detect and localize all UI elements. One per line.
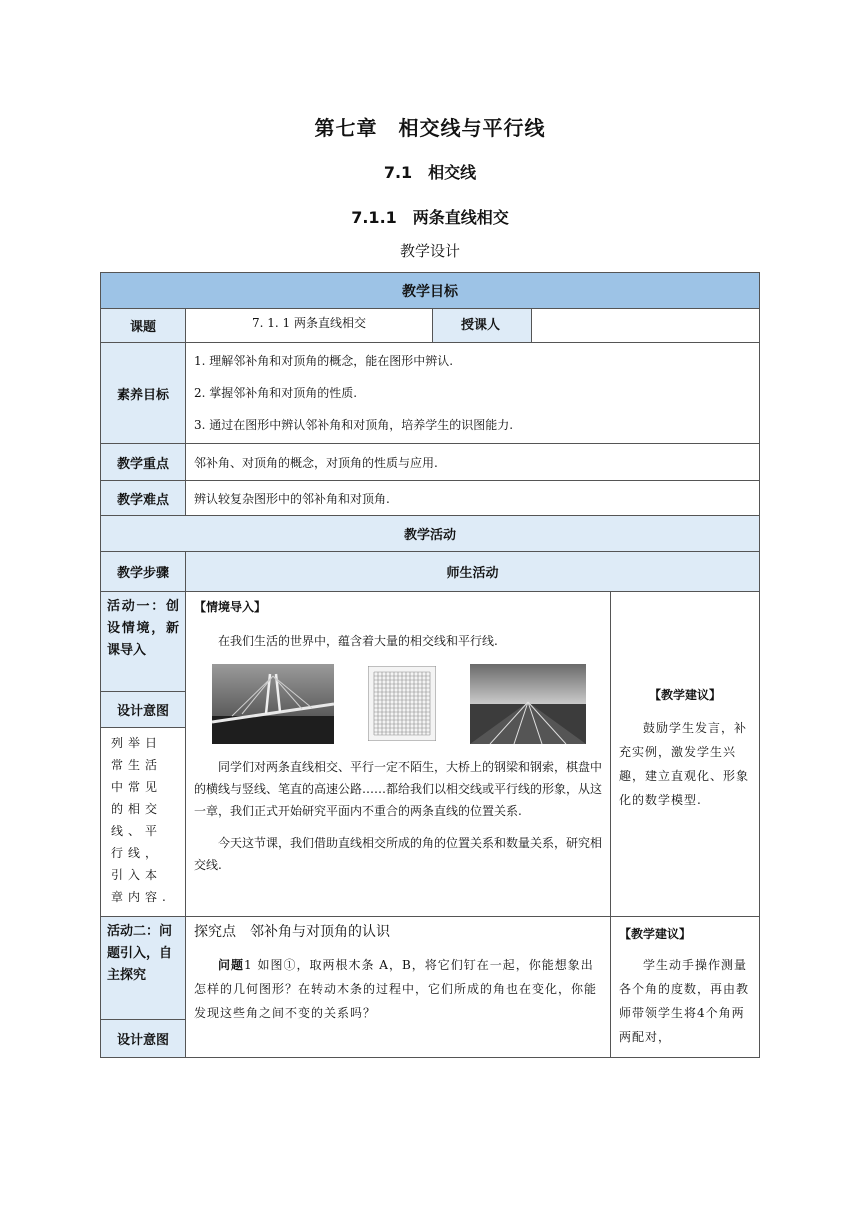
doc-title: 教学设计 [399,242,460,260]
activity2-problem [194,953,602,1025]
key-label: 教学重点 [100,443,186,481]
problem-text: 1 如图①，取两根木条 A，B，将它们钉在一起，你能想象出怎样的几何图形？在转动木条的过程中，它们所成的角也在变化，你能发现这些角之间不变的关系吗？ [194,958,598,1020]
highway-photo [470,664,586,744]
chessboard-photo [368,666,436,741]
section-title: 7.1 相交线 [383,163,477,182]
activity1-para2: 同学们对两条直线相交、平行一定不陌生，大桥上的钢梁和钢索，棋盘中的横线与竖线、笔直的高速公路……都给我们以相交线或平行线的形象，从这一章，我们正式开始研究平面内不重合的两条直线的位置关系. [194,760,603,818]
difficult-label: 教学难点 [100,480,186,516]
activity2-intent-label: 设计意图 [100,1019,186,1058]
activities-header: 教学活动 [100,515,760,552]
teacher-student-label: 师生活动 [185,551,760,592]
activity2-content [185,916,611,1058]
activity1-intent-label: 设计意图 [100,691,186,728]
activity1-para3: 今天这节课，我们借助直线相交所成的角的位置关系和数量关系，研究相交线. [194,836,603,872]
topic-label: 课题 [100,308,186,343]
bridge-photo [212,664,334,744]
literacy-label: 素养目标 [100,342,186,444]
key-value: 邻补角、对顶角的概念，对顶角的性质与应用. [185,443,760,481]
illustration-row [194,664,602,756]
activity1-advice-title: 【教学建议】 [648,688,721,702]
activity1-advice-text: 鼓励学生发言，补充实例，激发学生兴趣，建立直观化、形象化的数学模型. [619,721,750,807]
literacy-item: 1. 理解邻补角和对顶角的概念，能在图形中辨认. [194,354,454,368]
activity2-advice-text: 学生动手操作测量各个角的度数，再由教师带领学生将4个角两两配对， [619,958,750,1044]
literacy-item: 3. 通过在图形中辨认邻补角和对顶角，培养学生的识图能力. [194,418,514,432]
teacher-label: 授课人 [432,308,532,343]
literacy-goals [185,342,760,444]
difficult-value: 辨认较复杂图形中的邻补角和对顶角. [185,480,760,516]
goals-header: 教学目标 [100,272,760,309]
activity1-advice [610,591,760,917]
topic-value: 7. 1. 1 两条直线相交 [185,308,433,343]
problem-label: 问题 [218,958,245,972]
literacy-item: 2. 掌握邻补角和对顶角的性质. [194,386,358,400]
activity1-content [185,591,611,917]
steps-label: 教学步骤 [100,551,186,592]
chapter-title: 第七章 相交线与平行线 [314,116,546,140]
activity1-intent-text: 列举日常生活中常见的相交线、平行线，引入本章内容. [100,727,186,917]
activity2-name: 活动二：问题引入，自主探究 [100,916,186,1020]
activity2-heading: 探究点 邻补角与对顶角的认识 [194,924,390,940]
activity1-heading: 【情境导入】 [194,600,267,614]
activity2-advice [610,916,760,1058]
activity1-para1: 在我们生活的世界中，蕴含着大量的相交线和平行线. [218,634,498,648]
activity2-advice-title: 【教学建议】 [619,927,692,941]
teacher-value [531,308,760,343]
subsection-title: 7.1.1 两条直线相交 [351,208,509,227]
activity1-name: 活动一：创设情境，新课导入 [100,591,186,692]
